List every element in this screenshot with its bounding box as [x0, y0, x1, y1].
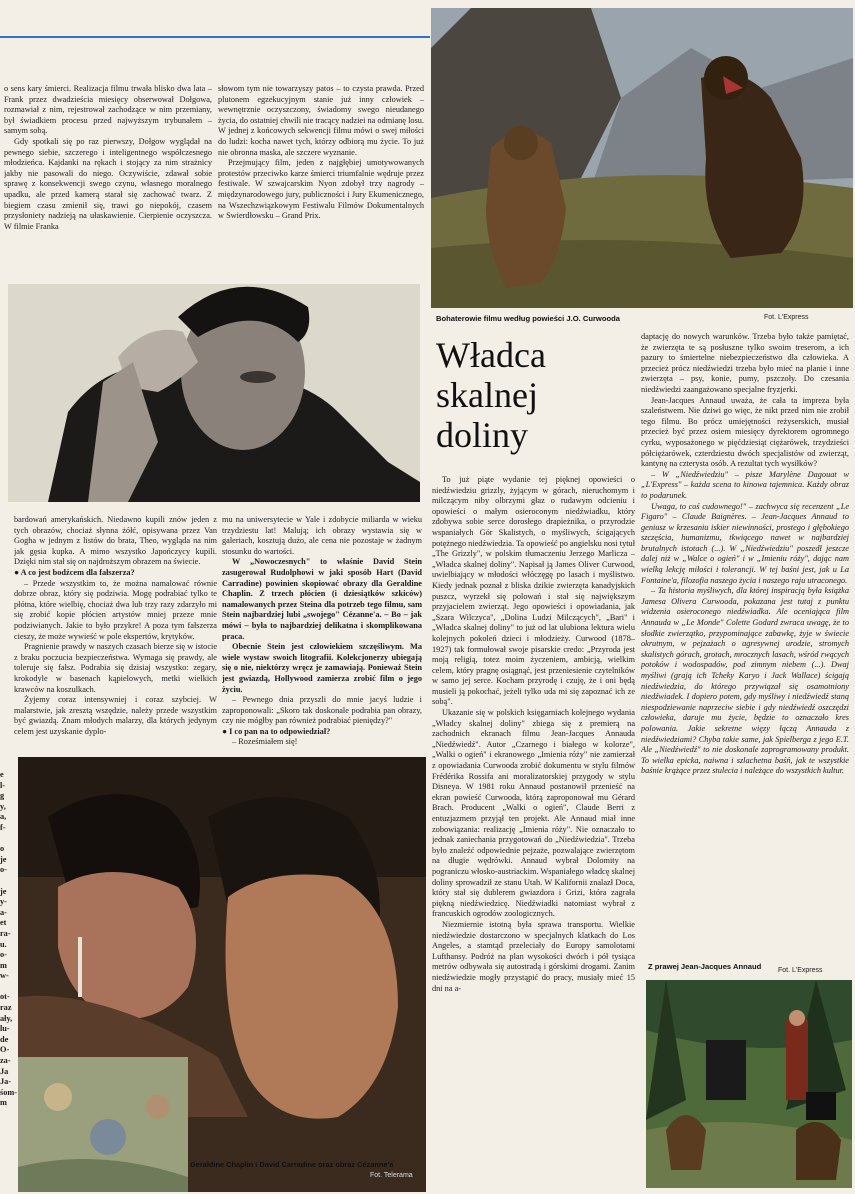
left-edge-fragment: a, — [0, 812, 7, 822]
paragraph: daptację do nowych warunków. Trzeba było także pamiętać, że zwierzęta te są posłuszne tylko swoim treserom, a ich pazury to śmiertelne niebezpieczeństwo dla człowieka. A przecież prócz niedźwiedzi trzeba było mieć na planie i inne zwierzęta – psy, konie, pumy, pszczoły. Do czesania niedźwiedzi zaangażowano specjalne fryzjerki. — [641, 332, 849, 394]
article-column-right-left — [432, 475, 635, 1187]
paragraph: – Roześmiałem się! — [232, 737, 298, 747]
left-edge-fragment: za- — [0, 1056, 11, 1066]
photo-bears — [431, 8, 853, 308]
top-rule — [0, 0, 430, 38]
left-edge-fragment: śom- — [0, 1087, 18, 1097]
paragraph-bold: W „Nowoczesnych" to właśnie David Stein zasugerował Rudolphowi w jaki sposób Hart (David Carradine) powinien skopiować obrazy dla Geraldine Chaplin. Z trzech płócien (i dziesiątków szkiców) namalowanych przez Steina dla potrzeb tego filmu, sam Stein najbardziej lubi „swojego" Cézanne'a. – Bo – jak mówi – była to najbardziej delikatna i skomplikowana praca. — [222, 557, 422, 641]
left-edge-fragment: e — [0, 770, 4, 779]
left-edge-fragment: je — [0, 854, 7, 864]
caption-bears: Bohaterowie filmu według powieści J.O. Curwooda — [436, 314, 620, 323]
question: ● A co jest bodźcem dla fałszerza? — [14, 567, 135, 577]
quote: Uwaga, to coś cudownego!" – zachwyca się recenzent „Le Figaro" – Claude Baignères. – Jean-Jacques Annaud to geniusz w krzesaniu iskier niewinności, prostego i głębokiego szczęścia, humanizmu, tkwiącego nawet w najbardziej brutalnych istotach (...). W „Niedźwiedziu" poszedł jeszcze dalej niż w „Walce o ogień" i w „Imieniu róży", dając nam wielką lekcję miłości i tolerancji. W tej baśni jest, jak u La Fontaine'a, filozofia naszego życia i naszego raju utraconego. — [641, 501, 849, 585]
left-edge-fragment — [0, 982, 14, 993]
paragraph: o sens kary śmierci. Realizacja filmu trwała blisko dwa lata – Frank przez dwadzieścia miesięcy obserwował Dołgowa, rozmawiał z nim, rejestrował zachodzące w nim przemiany, był świadkiem procesu przed najwyższym trybunałem – samym sobą. — [4, 84, 212, 136]
paragraph: – Pewnego dnia przyszli do mnie jacyś ludzie i zaproponowali: „Skoro tak doskonale podrabia pan obrazy, czy nie mógłby pan również podrabiać pieniędzy?" — [222, 695, 422, 726]
left-edge-text — [0, 770, 18, 1109]
photo-annaud — [646, 980, 852, 1188]
left-edge-fragment: m — [0, 1098, 7, 1108]
left-edge-fragment: raz — [0, 1003, 12, 1013]
left-edge-fragment — [0, 876, 14, 887]
paragraph: Gdy spotkali się po raz pierwszy, Dołgow wyglądał na pewnego siebie, szczerego i inteligentnego współczesnego młodzieńca. Kajdanki na rękach i stojący za nim strażnicy jakby nie pasowali do niego. Oczywiście, zdawał sobie sprawę z konsekwencji swego czynu, własnego moralnego upadku, ale przed kamerą starał się zachować twarz. Z biegiem czasu zmienił się, trawi go niepokój, czasem przysłoniety nadzieją na ułaskawienie. Cierpienie oczyszcza. W filmie Franka — [4, 136, 212, 231]
article-column-top-middle — [218, 84, 424, 264]
article-column-middle-middle — [222, 515, 422, 765]
left-edge-fragment: o- — [0, 865, 7, 875]
headline-line: Władca — [436, 335, 546, 375]
credit-bears: Fot. L'Express — [764, 314, 809, 321]
paragraph: Jean-Jacques Annaud uważa, że cała ta impreza była szaleństwem. Nie dziwi go więc, że nikt przed nim nie zrobił tego filmu. Bo prócz umiejętności reżyserskich, musiał przecież być przez osiem miesięcy dyrektorem ogromnego cyrku, wyposażonego w pięćdziesiąt ciężarówek, trzydzieści półciężarówek, czterdziestu dwóch specjalistów od zwierząt, kantynę na czterysta osób. A rezultat tych wysiłków? — [641, 395, 849, 469]
caption-annaud: Z prawej Jean-Jacques Annaud — [648, 962, 762, 971]
left-edge-fragment: o- — [0, 950, 7, 960]
credit-chaplin: Fot. Telerama — [370, 1172, 413, 1179]
left-edge-fragment — [0, 834, 14, 845]
credit-annaud: Fot. L'Express — [778, 967, 823, 974]
left-edge-fragment: ały, — [0, 1013, 13, 1023]
left-edge-fragment: O- — [0, 1045, 10, 1055]
left-edge-fragment: y, — [0, 801, 6, 811]
headline-line: skalnej — [436, 375, 538, 415]
paragraph: To już piąte wydanie tej pięknej opowieści o niedźwiedziu grizzly, żyjącym w górach, nieruchomym i milczącym niby olbrzymi głaz o rudawym odcieniu i opowieści o małym osieroconym niedźwiadku, który zdobywa sobie serce dorosłego drapieżnika, o przyrodzie wspaniałych Gór Skalistych, o myśliwych, ścigających potężnego niedźwiedzia. Ta opowieść po angielsku nosi tytuł „The Grizzly", w polskim tłumaczeniu Jerzego Marlicza – „Władca skalnej doliny". Napisał ją James Oliver Curwood, uwielbiający w młodości włóczęgę po lasach i myślistwo. Kiedy jednak poznał z bliska dzikie zwierzęta kanadyjskich puszcz, wyrzekł się polowań i stał się największym przyjacielem zwierząt. Jego opowieści i opowiadania, jak „Szara Wilczyca", „Dolina Ludzi Milczących", „Bari" i „Władca skalnej doliny" to już od lat ulubiona lektura wielu kolejnych pokoleń dzieci i młodzieży. Curwood (1878–1927) tak formułował swoje pisarskie credo: „Przyroda jest moją religią, totez moim życzeniem, ambicją, wielkim celem, który pragnę osiągnąć, jest przeniesienie czytelników w samo jej serce. Kocham przyrodę i czuję, że i oni będą musieli ją pokochać, jeżeli tylko uda mi się zapoznać ich ze sobą". — [432, 475, 635, 707]
paragraph: mu na uniwersytecie w Yale i zdobycie miliarda w wieku trzydziestu lat! Malują; ich obrazy wystawia się w galeriach, kosztują dużo, ale cena nie pozostaje w żadnym stosunku do wartości. — [222, 515, 422, 556]
left-edge-fragment: m — [0, 960, 7, 970]
article-column-top-left — [4, 84, 212, 264]
paragraph: Pragnienie prawdy w naszych czasach bierze się w istocie z braku poczucia bezpieczeństwa. Wymaga się prawdy, ale toleruje się fałsz. Podrabia się dzisiaj wszystko: zegary, krokodyle w basenach kąpielowych, metki wielkich krawców na koszulkach. — [14, 642, 217, 694]
left-edge-fragment: g — [0, 791, 5, 801]
left-edge-fragment: a- — [0, 907, 7, 917]
left-edge-fragment: ra- — [0, 928, 11, 938]
left-edge-fragment: y- — [0, 897, 7, 907]
left-edge-fragment: Ja- — [0, 1077, 12, 1087]
quote: – W „Niedźwiedziu" – pisze Marylène Dagouat w „L'Express" – każda scena to kinowa tajemnica. Każdy obraz to podarunek. — [641, 469, 849, 500]
paragraph: Przejmujący film, jeden z najgłębiej umotywowanych protestów przeciwko karze śmierci triumfalnie wędruje przez festiwale. W szwajcarskim Nyon zdobył trzy nagrody – międzynarodowego jury, publiczności i Jury Ekumenicznego, na Wszechzwiązkowym Festiwalu Filmów Dokumentalnych w Swierdłowsku – Grand Prix. — [218, 158, 424, 221]
paragraph: Niezmiernie istotną była sprawa transportu. Wielkie niedźwiedzie dostarczono w specjalnych klatkach do Los Angeles, a stamtąd przeleciały do Europy samolotami Lufthansy. Podróż na plan wysokości dwóch i pół tysiąca metrów odbywała się autostradą i górskimi drogami. Zanim niedźwiedzie mogły przystąpić do pracy, musiały mieć 15 dni na a- — [432, 919, 635, 993]
left-edge-fragment: l- — [0, 780, 6, 790]
headline — [436, 335, 546, 455]
photo-chaplin-carradine — [18, 757, 426, 1192]
left-edge-fragment: w- — [0, 971, 9, 981]
paragraph: słowom tym nie towarzyszy patos – to czysta prawda. Przed plutonem egzekucyjnym stanie już inny człowiek – wewnętrznie oczyszczony, świadomy swego nieudanego życia, do ostatniej chwili nie tracący nadziei na odmianę losu. W jednej z końcowych sekwencji filmu mówi o swej miłości do ludzi: kocha nawet tych, którzy odbiorą mu życie. To już nie obronna maska, ale szczere wyznanie. — [218, 84, 424, 157]
left-edge-fragment: je — [0, 886, 7, 896]
question: ● I co pan na to odpowiedział? — [222, 726, 331, 736]
article-column-middle-left — [14, 515, 217, 765]
left-edge-fragment: et — [0, 918, 7, 928]
article-column-right-right — [641, 332, 849, 957]
paragraph: Żyjemy coraz intensywniej i coraz szybciej. W malarstwie, jak zresztą wszędzie, należy przede wszystkim być gwiazdą. Znam młodych malarzy, dla których jedynym celem jest uzyskanie dyplo- — [14, 695, 217, 736]
left-edge-fragment: o — [0, 844, 5, 854]
paragraph: – Przede wszystkim to, że można namalować równie dobrze obraz, który się podziwia. Mogę podrabiać tylko te płótna, które wielbię, chociaż dwa lub trzy razy zdarzyło mi się zrobić kopie płócien artystów mniej przeze mnie podziwianych. Jakie to było przykre! A poza tym fałszerza cieszy, że może wywieść w pole ekspertów, krytyków. — [14, 578, 217, 641]
photo-dolgow — [8, 262, 420, 502]
headline-line: doliny — [436, 415, 529, 455]
paragraph-bold: Obecnie Stein jest człowiekiem szczęśliwym. Ma wiele wystaw swoich litografii. Kolekcjonerzy ubiegają się o nie, niektórzy wręcz je zamawiają. Ponieważ Stein jest gwiazdą, Hollywood zamierza zrobić film o jego życiu. — [222, 642, 422, 694]
quote: – Ta historia myśliwych, dla której inspiracją była książka Jamesa Olivera Curwooda, pokazana jest tutaj z punktu widzenia osieroconego niedźwiadka. Ale oceniająca film Annauda w „Le Monde" Colette Godard zwraca uwagę, że to słodkie zwierzątko, przypominające zabawkę, żyje w świecie okrutnym, w pejzażach o agresywnej urodzie, stromych skalistych górach, grotach, mrocznych lasach, wśród rwących potoków i wodospadów, pod zimnym niebem (...). Dwaj myśliwi (grają ich Tcheky Karyo i Jack Wallace) ścigają niedźwiedzia, do którego przywiązał się osamotniony niedźwiadek. I dopiero potem, gdy myśliwy i niedźwiedź staną niespodziewanie naprzeciw siebie i gdy niedźwiedź oszczędzi człowieka, daruje mu życie, będzie to oznaczało kres polowania. Jakie sekretne więzy łączą Annauda z niedźwiedziami? Chyba takie same, jak Spielberga z jego E.T. Ale „Niedźwiedź" to nie doskonale zaprogramowany produkt. To wielka epicka, naiwna i szlachetna baśń, jak te wszystkie baśnie krążące przez stulecia i należące do wszystkich kultur. — [641, 586, 849, 776]
left-edge-fragment: u. — [0, 939, 7, 949]
left-edge-fragment: ot- — [0, 992, 10, 1002]
left-edge-fragment: f- — [0, 822, 6, 832]
paragraph: Ukazanie się w polskich księgarniach kolejnego wydania „Władcy skalnej doliny" zbiega się z premierą na zachodnich ekranach filmu Jean-Jacques Annauda „Niedźwiedź". Autor „Czarnego i białego w kolorze", „Walki o ogień" i ekranowego „Imienia róży" nie zamierzał z opowiadania Curwooda zrobić dokumentu w stylu filmów Frédérika Rossifa ani moralizatorskiej przygody w stylu Disneya. W 1981 roku Annaud postanowił przenieść na ekran powieść Curwooda, którą zaproponował mu Gérard Brach. Producent „Walki o ogień", Claude Berri z entuzjazmem przyjął ten projekt. Ale Annaud miał inne zobowiązania: realizację „Imienia róży". Nie oznaczało to jednak zaniechania przygotowań do „Niedźwiedzia". Trzeba było znaleźć odpowiednie pejzaże, pozwalające zwierzętom na długie wędrówki. Annaud wybrał Dolomity na pograniczu włosko-austriackim. Wspaniałego władcę skalnej doliny sprowadził ze stanu Utah. W Kalifornii znalazł Doca, który stał się dublerem gwiazdora i Grizi, która zagrała piękną niedźwiedzicę. Niedźwiadki natomiast wybrał z francuskich ogrodów zoologicznych. — [432, 708, 635, 919]
left-edge-fragment: Ja — [0, 1066, 9, 1076]
left-edge-fragment: lu- — [0, 1024, 10, 1034]
paragraph: bardowań amerykańskich. Niedawno kupili znów jeden z tych obrazów, chociaż słynna żółć, opisywana przez Van Gogha w jednym z listów do brata, Theo, wygląda na nim jak gęsia kupka. A mimo wszystko Japończycy kupili. Dzięki nim stał się on najdroższym obrazem na świecie. — [14, 515, 217, 567]
caption-chaplin: Geraldine Chaplin i David Carradine oraz obraz Cézanne'a — [190, 1160, 394, 1169]
left-edge-fragment: de — [0, 1034, 9, 1044]
